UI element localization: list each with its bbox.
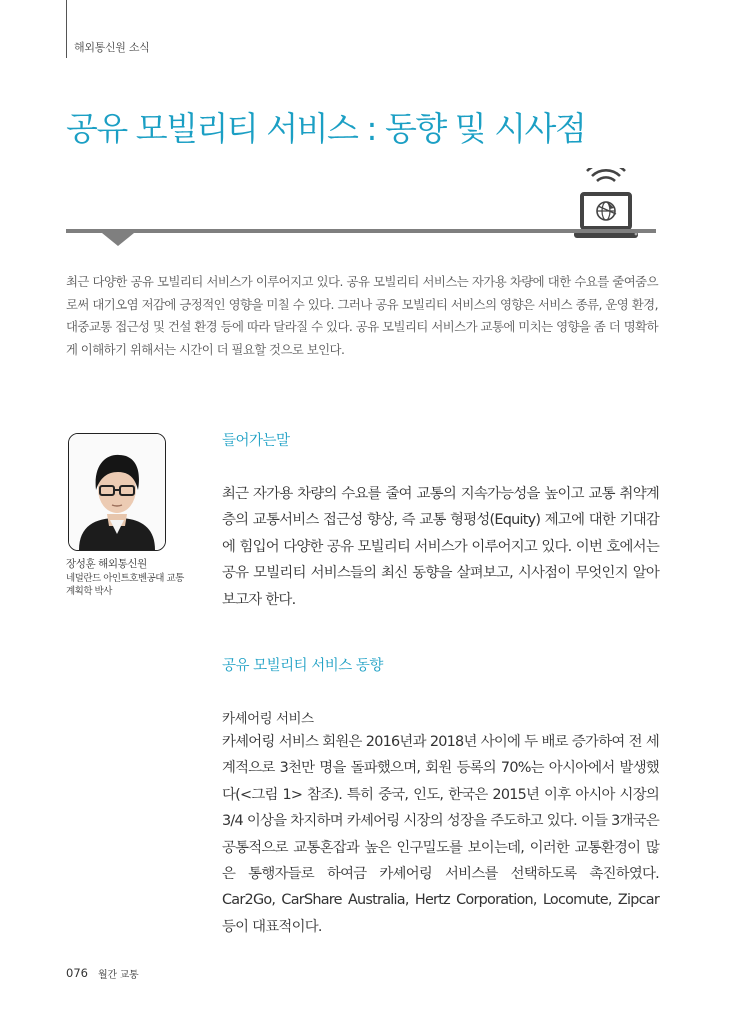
author-name: 장성훈 해외통신원 (66, 558, 147, 570)
header-vertical-line (66, 0, 67, 58)
laptop-wifi-globe-icon (568, 168, 644, 246)
subheading-carsharing: 카셰어링 서비스 (222, 711, 314, 727)
article-title: 공유 모빌리티 서비스 : 동향 및 시사점 (66, 109, 586, 148)
title-divider (66, 229, 656, 233)
section-heading-intro: 들어가는말 (222, 433, 290, 449)
article-summary: 최근 다양한 공유 모빌리티 서비스가 이루어지고 있다. 공유 모빌리티 서비스는 자가용 차량에 대한 수요를 줄여줌으로써 대기오염 저감에 긍정적인 영향을 미칠 수 있다. 그러나 공유 모빌리티 서비스의 영향은 서비스 종류, 운영 환경, 대중교통 접근성 및 건설 환경 등에 따라 달라질 수 있다. 공유 모빌리티 서비스가 교통에 미치는 영향을 좀 더 명확하게 이해하기 위해서는 시간이 더 필요할 것으로 보인다. (66, 274, 658, 357)
author-affiliation: 네덜란드 아인트호벤공대 교통계획학 박사 (66, 573, 184, 597)
section-label: 해외통신원 소식 (74, 41, 150, 54)
author-photo (68, 433, 166, 551)
section-heading-trends: 공유 모빌리티 서비스 동향 (222, 658, 383, 674)
page-number: 076 (66, 966, 88, 980)
carsharing-paragraph: 카셰어링 서비스 회원은 2016년과 2018년 사이에 두 배로 증가하여 전 세계적으로 3천만 명을 돌파했으며, 회원 등록의 70%는 아시아에서 발생했다(<그림 1> 참조). 특히 중국, 인도, 한국은 2015년 이후 아시아 시장의 3/4 이상을 차지하며 카셰어링 시장의 성장을 주도하고 있다. 이들 3개국은 공통적으로 교통혼잡과 높은 인구밀도를 보이는데, 이러한 교통환경이 많은 통행자들로 하여금 카셰어링 서비스를 선택하도록 촉진하였다. Car2Go, CarShare Australia, Hertz Corporation, Locomute, Zipcar 등이 대표적이다. (222, 734, 659, 935)
divider-pointer (102, 233, 134, 246)
intro-paragraph: 최근 자가용 차량의 수요를 줄여 교통의 지속가능성을 높이고 교통 취약계층의 교통서비스 접근성 향상, 즉 교통 형평성(Equity) 제고에 대한 기대감에 힘입어 다양한 공유 모빌리티 서비스가 이루어지고 있다. 이번 호에서는 공유 모빌리티 서비스들의 최신 동향을 살펴보고, 시사점이 무엇인지 알아보고자 한다. (222, 486, 659, 608)
journal-name: 월간 교통 (98, 970, 139, 981)
